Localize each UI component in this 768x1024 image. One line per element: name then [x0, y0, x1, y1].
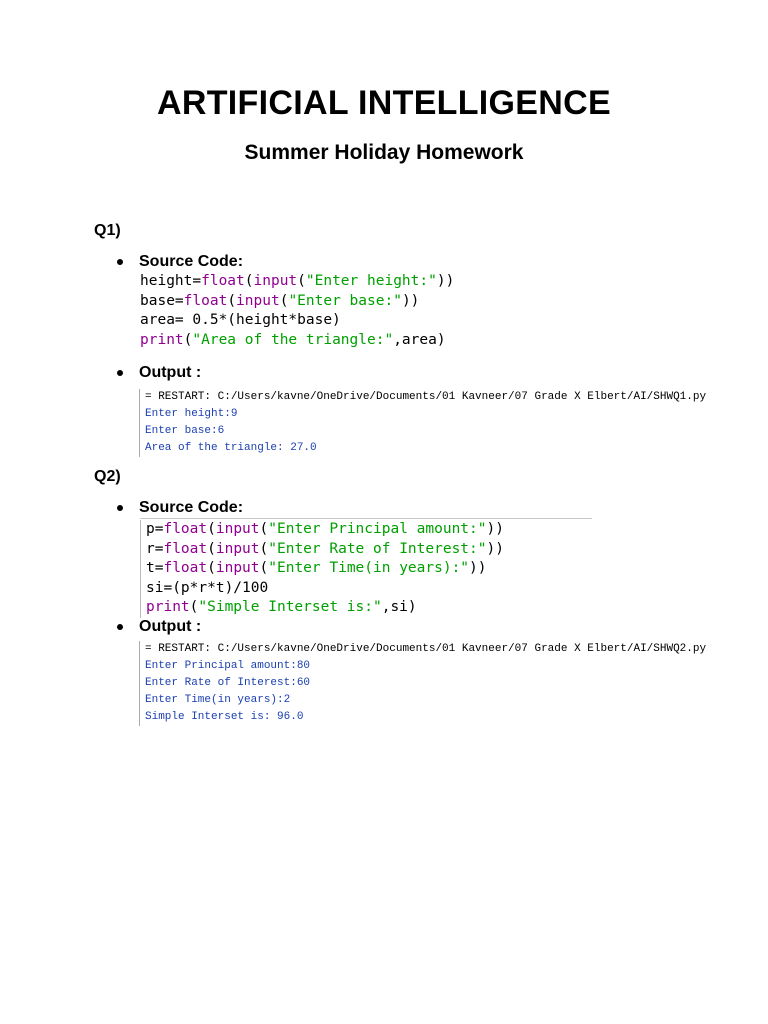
page-subtitle: Summer Holiday Homework: [244, 141, 524, 164]
question-1-label: Q1): [94, 222, 121, 239]
bullet-icon: [117, 259, 123, 265]
output-line: Enter Principal amount:80: [145, 660, 311, 672]
q1-source-code-heading: [117, 253, 243, 271]
q2-output-heading: [117, 618, 201, 636]
q1-output-label: Output :: [139, 364, 202, 381]
output-line: = RESTART: C:/Users/kavne/OneDrive/Documents/01 Kavneer/07 Grade X Elbert/AI/SHWQ2.py: [145, 643, 707, 655]
bullet-icon: [117, 505, 123, 511]
code-line: base=float(input("Enter base:")): [140, 292, 420, 309]
output-line: = RESTART: C:/Users/kavne/OneDrive/Documents/01 Kavneer/07 Grade X Elbert/AI/SHWQ1.py: [145, 391, 707, 403]
q1-source-code-label: Source Code:: [139, 253, 244, 270]
q2-source-code-block: [140, 520, 504, 618]
q2-source-code-heading: [117, 499, 243, 517]
bullet-icon: [117, 370, 123, 376]
code-line: si=(p*r*t)/100: [146, 579, 269, 596]
q2-output-block: [139, 641, 706, 726]
code-line: print("Area of the triangle:",area): [140, 331, 446, 348]
output-line: Enter height:9: [145, 408, 238, 420]
code-line: t=float(input("Enter Time(in years):")): [146, 560, 487, 576]
q2-code-frame-line: [140, 518, 592, 519]
code-line: height=float(input("Enter height:")): [140, 273, 455, 289]
q1-output-heading: [117, 364, 201, 382]
q2-source-code-label: Source Code:: [139, 499, 244, 516]
output-line: Enter Rate of Interest:60: [145, 677, 311, 689]
code-line: r=float(input("Enter Rate of Interest:")): [146, 540, 504, 557]
q1-output-block: [139, 389, 706, 457]
code-line: p=float(input("Enter Principal amount:")): [146, 521, 504, 537]
q2-output-label: Output :: [139, 618, 202, 635]
code-line: print("Simple Interset is:",si): [146, 599, 417, 615]
output-line: Enter base:6: [145, 425, 225, 437]
q1-source-code-block: [140, 272, 454, 350]
output-line: Enter Time(in years):2: [145, 694, 291, 706]
page-title: ARTIFICIAL INTELLIGENCE: [157, 84, 611, 122]
code-line: area= 0.5*(height*base): [140, 312, 341, 328]
output-line: Simple Interset is: 96.0: [145, 711, 304, 723]
output-line: Area of the triangle: 27.0: [145, 442, 317, 454]
bullet-icon: [117, 624, 123, 630]
question-2-label: Q2): [94, 468, 121, 485]
